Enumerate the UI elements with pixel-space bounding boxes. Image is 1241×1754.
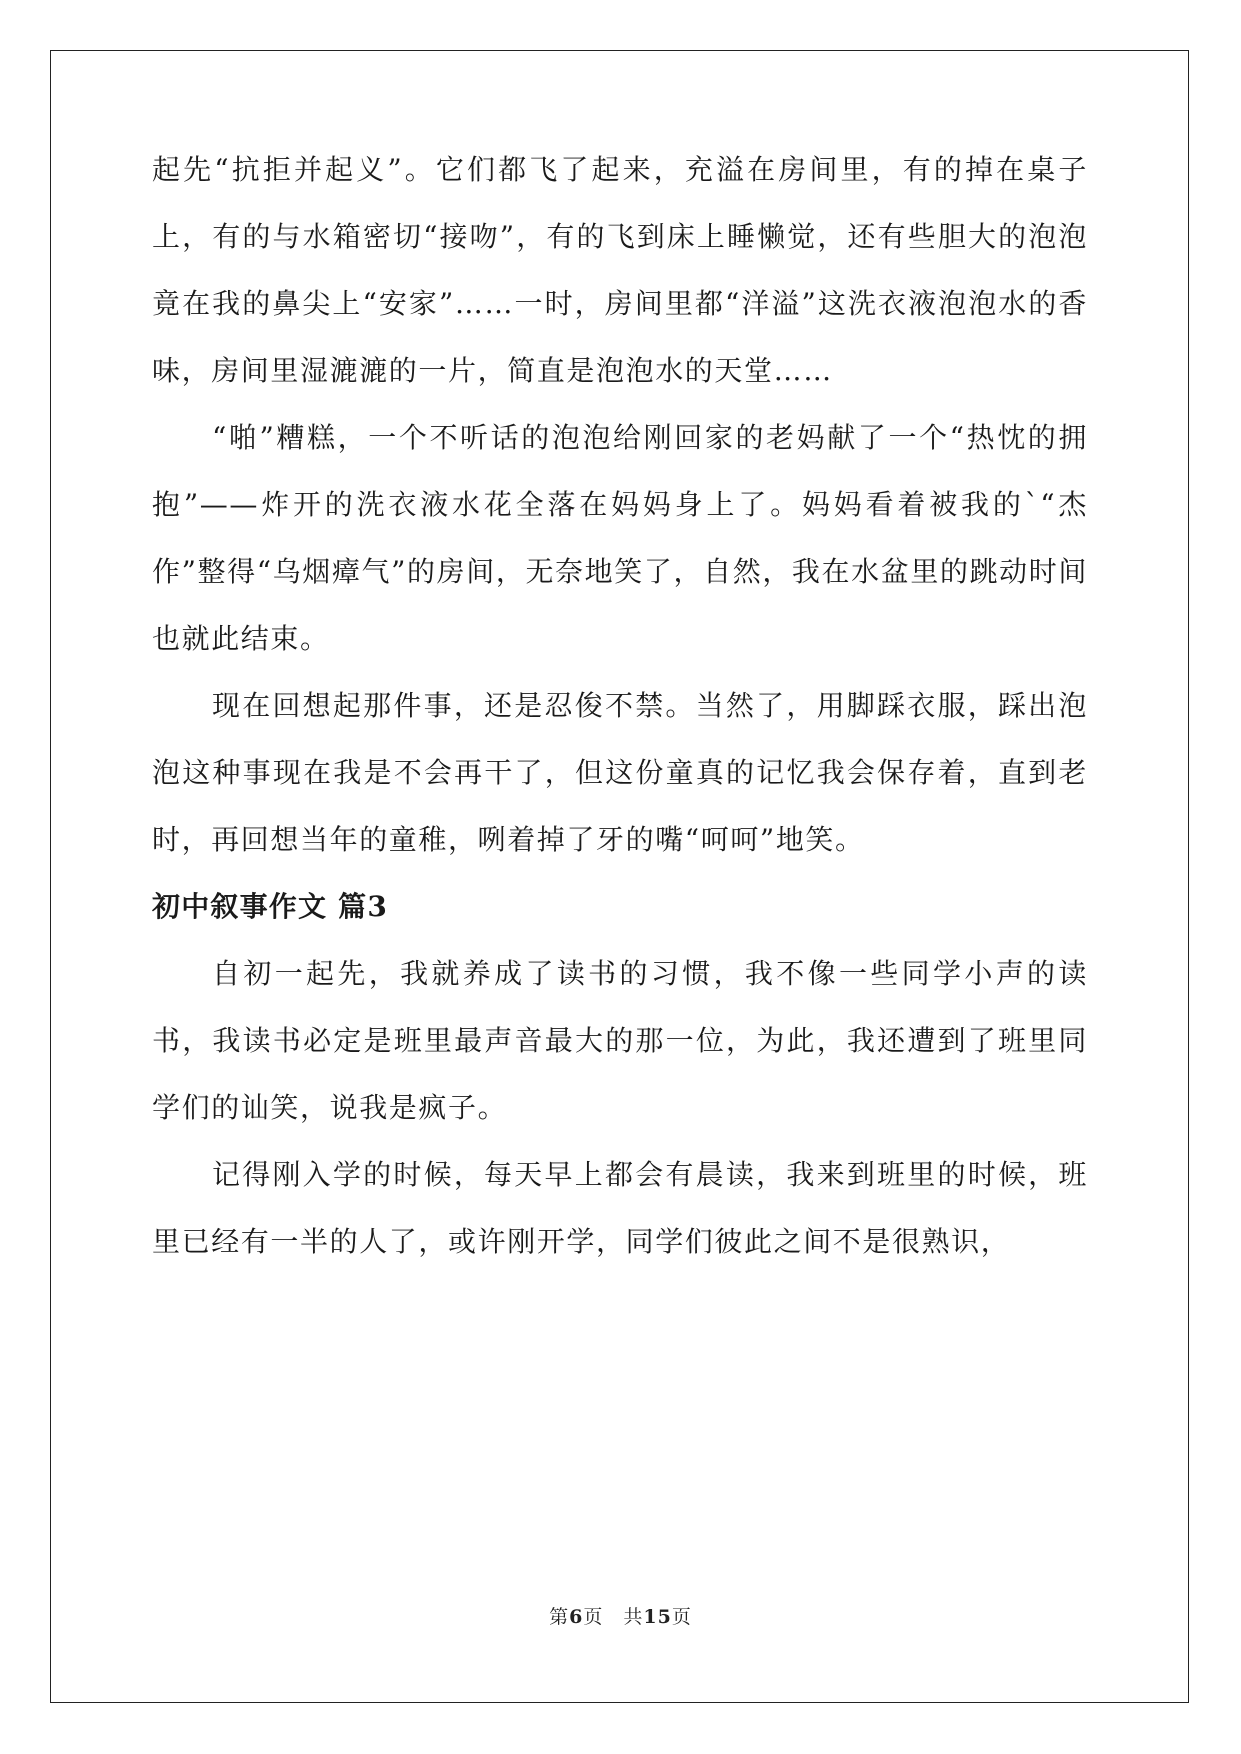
paragraph-3: 现在回想起那件事，还是忍俊不禁。当然了，用脚踩衣服，踩出泡泡这种事现在我是不会再干了，但这份童真的记忆我会保存着，直到老时，再回想当年的童稚，咧着掉了牙的嘴“呵呵”地笑。	[152, 689, 1088, 856]
paragraph-4: 自初一起先，我就养成了读书的习惯，我不像一些同学小声的读书，我读书必定是班里最声音最大的那一位，为此，我还遭到了班里同学们的讪笑，说我是疯子。	[152, 957, 1088, 1124]
page-footer	[0, 1602, 1241, 1629]
paragraph-5: 记得刚入学的时候，每天早上都会有晨读，我来到班里的时候，班里已经有一半的人了，或许刚开学，同学们彼此之间不是很熟识，	[152, 1158, 1088, 1258]
section-heading: 初中叙事作文 篇3	[152, 890, 389, 923]
footer-suffix: 页	[671, 1606, 692, 1628]
footer-mid: 页 共	[583, 1606, 644, 1628]
document-body	[152, 136, 1088, 1275]
total-pages-number: 15	[643, 1606, 672, 1628]
paragraph-2: “啪”糟糕，一个不听话的泡泡给刚回家的老妈献了一个“热忱的拥抱”——炸开的洗衣液水花全落在妈妈身上了。妈妈看着被我的`“杰作”整得“乌烟瘴气”的房间，无奈地笑了，自然，我在水盆里的跳动时间也就此结束。	[152, 421, 1088, 655]
current-page-number: 6	[569, 1606, 584, 1628]
footer-prefix: 第	[549, 1606, 570, 1628]
paragraph-1: 起先“抗拒并起义”。它们都飞了起来，充溢在房间里，有的掉在桌子上，有的与水箱密切“接吻”，有的飞到床上睡懒觉，还有些胆大的泡泡竟在我的鼻尖上“安家”……一时，房间里都“洋溢”这洗衣液泡泡水的香味，房间里湿漉漉的一片，简直是泡泡水的天堂……	[152, 153, 1088, 387]
